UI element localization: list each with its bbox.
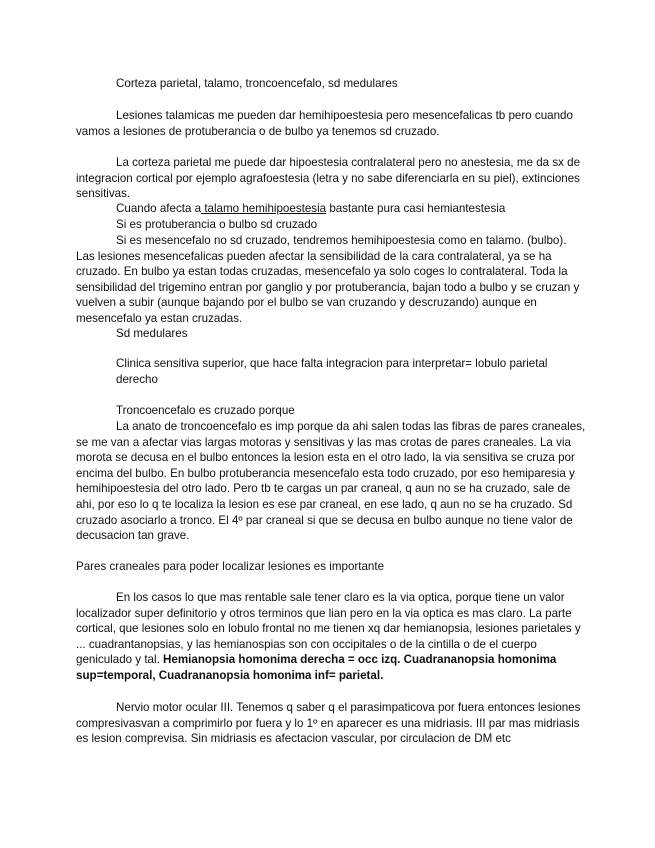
talamo-text-b: bastante pura casi hemiantestesia <box>326 202 506 215</box>
paragraph-corteza-parietal: La corteza parietal me puede dar hipoestesia contralateral pero no anestesia, me da sx de integracion cortical por ejemplo agrafoestesia (letra y no sabe diferenciarla en su piel), extinciones sensitivas. <box>76 156 581 201</box>
paragraph-troncoencefalo-title: Troncoencefalo es cruzado porque <box>116 404 295 417</box>
paragraph-pares-craneales: Pares craneales para poder localizar lesiones es importante <box>76 560 385 573</box>
heading-line: Corteza parietal, talamo, troncoencefalo, sd medulares <box>116 77 398 90</box>
talamo-underlined: talamo hemihipoestesia <box>201 202 327 215</box>
via-optica-text: En los casos lo que mas rentable sale tener claro es la via optica, porque tiene un valor localizador super definitorio y otros terminos que lian pero en la via optica es mas claro. La parte cortical, que lesiones solo en lobulo frontal no me tienen xq dar hemianopsia, lesiones parietales y ... cuadrantanopsias, y las hemianospias son con occipitales o de la cintilla o de el cuerpo geniculado y tal. <box>76 591 581 667</box>
paragraph-talamicas: Lesiones talamicas me pueden dar hemihipoestesia pero mesencefalicas tb pero cuando vamos a lesiones de protuberancia o de bulbo ya tenemos sd cruzado. <box>76 109 573 138</box>
paragraph-protuberancia: Si es protuberancia o bulbo sd cruzado <box>116 218 318 231</box>
talamo-text-a: Cuando afecta a <box>116 202 202 215</box>
paragraph-troncoencefalo: La anato de troncoencefalo es imp porque da ahi salen todas las fibras de pares craneales, se me van a afectar vias largas motoras y sensitivas y las mas crotas de pares craneales. La via morota se decusa en el bulbo entonces la lesion esta en el otro lado, la via sensitiva se cruza por encima del bulbo. En bulbo protuberancia mesencefalo esta todo cruzado, por eso hemiparesia y hemihipoestesia del otro lado. Pero tb te cargas un par craneal, q aun no se ha cruzado, sale de ahi, por eso lo q te localiza la lesion es ese par craneal, en ese lado, q aun no se ha cruzado. Sd cruzado asociarlo a tronco. El 4º par craneal si que se decusa en bulbo aunque no tiene valor de decusacion tan grave. <box>76 420 586 543</box>
paragraph-via-optica <box>76 590 586 684</box>
paragraph-sd-medulares: Sd medulares <box>116 327 188 340</box>
via-optica-bold: Hemianopsia homonima derecha = occ izq. Cuadrananopsia homonima sup=temporal, Cuadrananopsia homonima inf= parietal. <box>76 653 557 682</box>
paragraph-clinica: Clinica sensitiva superior, que hace falta integracion para interpretar= lobulo parietal derecho <box>116 357 548 386</box>
paragraph-mesencefalo: Si es mesencefalo no sd cruzado, tendremos hemihipoestesia como en talamo. (bulbo). Las lesiones mesencefalicas pueden afectar la sensibilidad de la cara contralateral, ya se ha cruzado. En bulbo ya estan todas cruzadas, mesencefalo ya solo coges lo contralateral. Toda la sensibilidad del trigemino entran por ganglio y por protuberancia, bajan todo a bulbo y se cruzan y vuelven a subir (aunque bajando por el bulbo se van cruzando y descruzando) aunque en mesencefalo ya estan cruzadas. <box>76 234 580 325</box>
paragraph-talamo <box>116 201 586 217</box>
paragraph-nervio-motor: Nervio motor ocular III. Tenemos q saber q el parasimpaticova por fuera entonces lesiones compresivasvan a comprimirlo por fuera y lo 1º en aparecer es una midriasis. III par mas midriasis es lesion comprevisa. Sin midriasis es afectacion vascular, por circulacion de DM etc <box>76 701 581 746</box>
